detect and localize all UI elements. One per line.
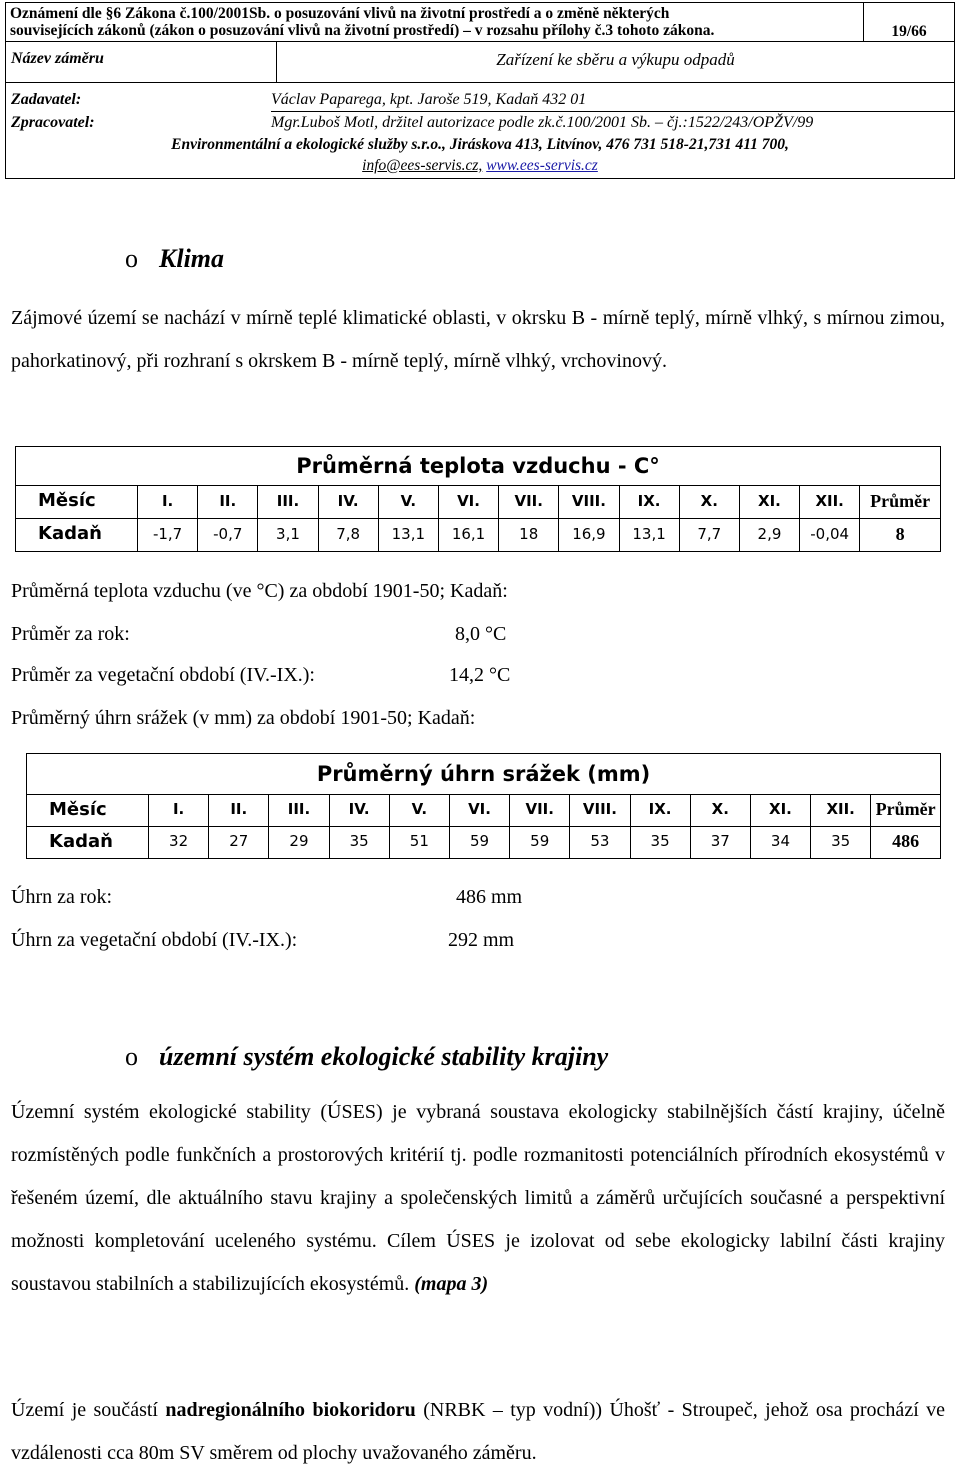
temperature-value-cell: -0,04 [800, 519, 860, 551]
precipitation-table [26, 753, 941, 859]
temperature-value-cell: 13,1 [379, 519, 439, 551]
submitter-label: Zadavatel: [11, 91, 82, 108]
uses-paragraph-2-start: Území je součástí [11, 1399, 158, 1421]
uses-paragraph-1 [11, 1091, 945, 1306]
precipitation-value-cell: 35 [811, 827, 871, 858]
temperature-value-cell: 8 [895, 524, 905, 544]
temperature-table [15, 446, 941, 552]
temperature-header-cell: IX. [620, 486, 680, 518]
precipitation-header-cell: III. [269, 795, 329, 826]
precipitation-table-title: Průměrný úhrn srážek (mm) [316, 762, 651, 786]
precipitation-value-cell: 29 [269, 827, 329, 858]
precipitation-header-cell: X. [691, 795, 751, 826]
precipitation-value-cell: 27 [209, 827, 269, 858]
uses-heading-text: územní systém ekologické stability krajiny [159, 1042, 609, 1071]
heading-bullet: o [125, 1042, 138, 1071]
precipitation-value-cell: 486 [892, 831, 920, 851]
temperature-header-cell: Průměr [870, 491, 931, 511]
precipitation-value-cell: 35 [330, 827, 390, 858]
precipitation-table-row [27, 826, 940, 858]
precipitation-value-cell: 35 [631, 827, 691, 858]
temperature-header-cell: VII. [499, 486, 559, 518]
uses-paragraph-2 [11, 1389, 945, 1475]
precipitation-header-cell: IX. [631, 795, 691, 826]
organization-line: Environmentální a ekologické služby s.r.o., Jiráskova 413, Litvínov, 476 731 518-21,731 411 700, [171, 136, 789, 153]
precipitation-header-cell: VII. [510, 795, 570, 826]
uses-heading [125, 1042, 608, 1072]
temperature-header-cell: I. [138, 486, 198, 518]
temperature-table-title: Průměrná teplota vzduchu - C° [296, 454, 660, 478]
precipitation-vegetation-value: 292 mm [448, 929, 515, 951]
temperature-header-cell: III. [258, 486, 318, 518]
precipitation-caption: Průměrný úhrn srážek (v mm) za období 1901-50; Kadaň: [11, 707, 476, 729]
law-line-2: souvisejících zákonů (zákon o posuzování vlivů na životní prostředí) – v rozsahu přílohy č.3 tohoto zákona. [10, 22, 715, 39]
precipitation-year-label: Úhrn za rok: [11, 886, 113, 908]
web-link[interactable]: www.ees-servis.cz [486, 157, 598, 174]
temperature-header-cell: X. [680, 486, 740, 518]
temperature-header-cell: IV. [319, 486, 379, 518]
precipitation-header-cell: II. [209, 795, 269, 826]
precipitation-header-cell: IV. [330, 795, 390, 826]
temperature-value-cell: 16,9 [559, 519, 619, 551]
submitter-value: Václav Paparega, kpt. Jaroše 519, Kadaň 432 01 [271, 91, 587, 108]
temperature-caption: Průměrná teplota vzduchu (ve °C) za období 1901-50; Kadaň: [11, 580, 508, 602]
temperature-header-cell: Měsíc [16, 486, 138, 518]
law-reference [6, 3, 864, 41]
processor-label: Zpracovatel: [11, 114, 95, 131]
precipitation-value-cell: 59 [510, 827, 570, 858]
temperature-header-cell: XI. [740, 486, 800, 518]
temperature-value-cell: 2,9 [740, 519, 800, 551]
uses-paragraph-2-end: (NRBK – typ vodní)) Úhošť - Stroupeč, jehož osa prochází ve vzdálenosti cca 80m SV směrem od plochy uvažovaného záměru. [11, 1399, 946, 1464]
law-line-1: Oznámení dle §6 Zákona č.100/2001Sb. o posuzování vlivů na životní prostředí a o změně některých [10, 5, 670, 22]
project-name: Zařízení ke sběru a výkupu odpadů [496, 50, 735, 69]
temperature-value-cell: Kadaň [16, 519, 138, 551]
precipitation-vegetation-label: Úhrn za vegetační období (IV.-IX.): [11, 929, 298, 951]
temperature-vegetation-value: 14,2 °C [449, 664, 511, 686]
temperature-value-cell: 13,1 [620, 519, 680, 551]
processor-value: Mgr.Luboš Motl, držitel autorizace podle zk.č.100/2001 Sb. – čj.:1522/243/OPŽV/99 [271, 114, 814, 131]
temperature-header-cell: XII. [800, 486, 860, 518]
heading-bullet: o [125, 244, 138, 273]
temperature-header-cell: VIII. [559, 486, 619, 518]
precipitation-value-cell: 37 [691, 827, 751, 858]
precipitation-header-cell: VIII. [570, 795, 630, 826]
temperature-header-cell: II. [198, 486, 258, 518]
precipitation-value-cell: 34 [751, 827, 811, 858]
climate-intro: Zájmové území se nachází v mírně teplé klimatické oblasti, v okrsku B - mírně teplý, mírně vlhký, s mírnou zimou, pahorkatinový, při rozhraní s okrskem B - mírně teplý, mírně vlhký, vrchovinový. [11, 307, 945, 372]
organization-info [6, 134, 954, 178]
precipitation-table-header [27, 794, 940, 826]
precipitation-value-cell: 59 [450, 827, 510, 858]
uses-paragraph-1-text: Územní systém ekologické stability (ÚSES) je vybraná soustava ekologicky stabilnějších částí krajiny, účelně rozmístěných podle funkčních a prostorových kritérií tj. podle rozmanitosti potenciálních přírodních ekosystémů v řešeném území, dle aktuálního stavu krajiny a společenských limitů a záměrů určujících současné a perspektivní možnosti kompletování uceleného systému. Cílem ÚSES je izolovat od sebe ekologicky labilní části krajiny soustavou stabilních a stabilizujících ekosystémů. [11, 1101, 945, 1295]
temperature-value-cell: 7,8 [319, 519, 379, 551]
climate-heading [125, 244, 224, 274]
precipitation-header-cell: XI. [751, 795, 811, 826]
precipitation-value-cell: 51 [390, 827, 450, 858]
temperature-value-cell: 16,1 [439, 519, 499, 551]
temperature-value-cell: 3,1 [258, 519, 318, 551]
document-header [5, 2, 955, 179]
temperature-header-cell: V. [379, 486, 439, 518]
precipitation-year-value: 486 mm [456, 886, 523, 908]
precipitation-header-cell: V. [390, 795, 450, 826]
project-label: Název záměru [6, 42, 277, 82]
temperature-year-value: 8,0 °C [455, 623, 507, 645]
temperature-value-cell: 7,7 [680, 519, 740, 551]
precipitation-header-cell: Průměr [875, 799, 936, 819]
email-link[interactable]: info@ees-servis.cz, [362, 157, 483, 174]
page-number: 19/66 [891, 23, 927, 40]
biocorridor-term: nadregionálního biokoridoru [165, 1399, 416, 1421]
climate-heading-text: Klima [159, 244, 225, 273]
precipitation-header-cell: VI. [450, 795, 510, 826]
temperature-header-cell: VI. [439, 486, 499, 518]
precipitation-value-cell: Kadaň [27, 827, 149, 858]
temperature-table-row [16, 518, 940, 551]
temperature-vegetation-label: Průměr za vegetační období (IV.-IX.): [11, 664, 315, 686]
precipitation-value-cell: 53 [570, 827, 630, 858]
temperature-table-header [16, 485, 940, 518]
precipitation-header-cell: I. [149, 795, 209, 826]
precipitation-header-cell: XII. [811, 795, 871, 826]
temperature-year-label: Průměr za rok: [11, 623, 130, 645]
precipitation-value-cell: 32 [149, 827, 209, 858]
temperature-value-cell: -1,7 [138, 519, 198, 551]
map-reference: (mapa 3) [414, 1273, 489, 1295]
temperature-value-cell: 18 [499, 519, 559, 551]
precipitation-header-cell: Měsíc [27, 795, 149, 826]
temperature-value-cell: -0,7 [198, 519, 258, 551]
